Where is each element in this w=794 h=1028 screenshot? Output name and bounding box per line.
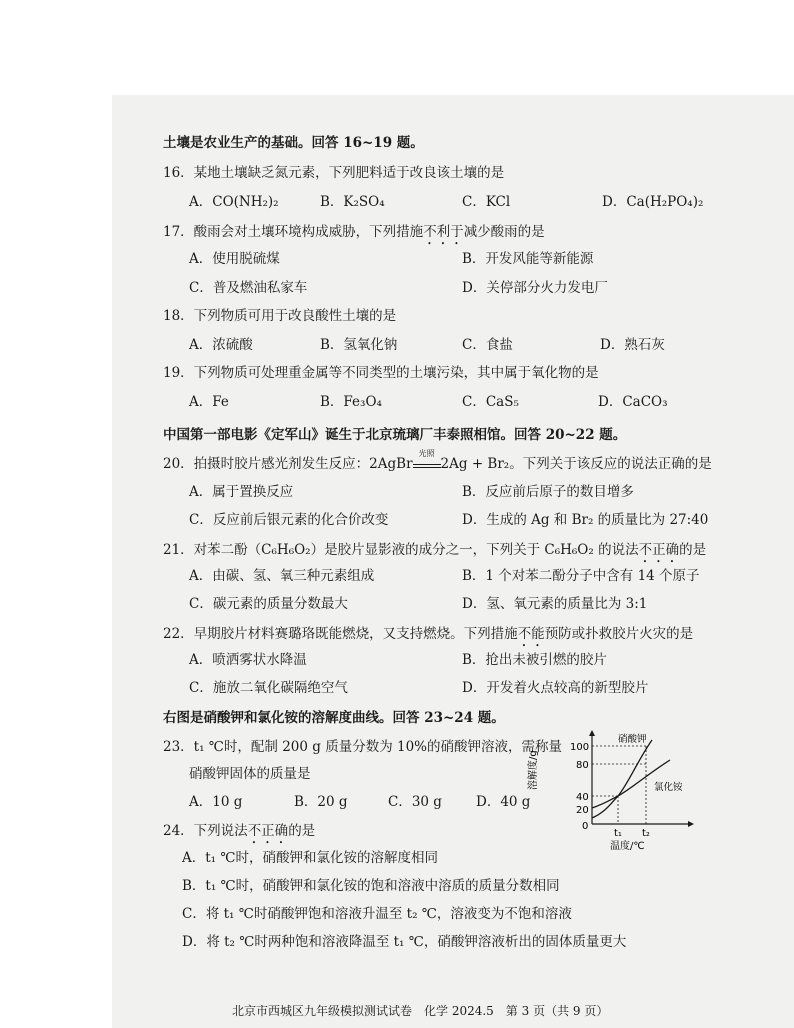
q20-option-a: A．属于置换反应 <box>189 484 294 500</box>
q20-option-c: C．反应前后银元素的化合价改变 <box>189 512 389 528</box>
q19-option-b: B．Fe₃O₄ <box>320 394 382 410</box>
q21-option-c: C．碳元素的质量分数最大 <box>189 596 348 612</box>
question-16-stem: 16．某地土壤缺乏氮元素，下列肥料适于改良该土壤的是 <box>163 165 505 181</box>
q23-option-b: B．20 g <box>294 794 348 810</box>
q21-option-d: D．氢、氧元素的质量比为 3:1 <box>462 596 648 612</box>
q17-option-a: A．使用脱硫煤 <box>189 251 280 267</box>
q16-option-b: B．K₂SO₄ <box>320 194 385 210</box>
question-17-stem <box>163 224 545 248</box>
q20-stem-pre: 20．拍摄时胶片感光剂发生反应：2AgBr <box>163 456 413 472</box>
q23-option-a: A．10 g <box>189 794 243 810</box>
graph-y-arrow <box>589 730 595 736</box>
q18-option-c: C．食盐 <box>462 337 513 353</box>
q24-option-c: C．将 t₁ ℃时硝酸钾饱和溶液升温至 t₂ ℃，溶液变为不饱和溶液 <box>182 906 572 922</box>
q24-stem-emphasis: 不正确 <box>247 823 289 839</box>
q21-stem-post: 的是 <box>679 542 707 558</box>
q24-option-b: B．t₁ ℃时，硝酸钾和氯化铵的饱和溶液中溶质的质量分数相同 <box>182 878 560 894</box>
question-19-stem: 19．下列物质可处理重金属等不同类型的土壤污染，其中属于氧化物的是 <box>163 365 599 381</box>
graph-xtick-t1: t₁ <box>614 828 622 839</box>
q22-option-a: A．喷洒雾状水降温 <box>189 652 307 668</box>
q17-stem-emphasis: 不利于 <box>423 224 464 240</box>
question-21-stem <box>163 542 706 566</box>
q17-stem-post: 减少酸雨的是 <box>463 224 545 240</box>
question-23-stem-line1: 23．t₁ ℃时，配制 200 g 质量分数为 10%的硝酸钾溶液，需称量 <box>163 739 562 755</box>
q22-stem-pre: 22．早期胶片材料赛璐珞既能燃烧，又支持燃烧。下列措施 <box>163 626 518 642</box>
page-footer: 北京市西城区九年级模拟测试试卷 化学 2024.5 第 3 页（共 9 页） <box>232 1004 609 1018</box>
q22-stem-emphasis: 不能 <box>517 626 545 642</box>
graph-label-nh4cl: 氯化铵 <box>654 782 683 793</box>
graph-xtick-t2: t₂ <box>642 828 650 839</box>
question-22-stem <box>163 626 693 650</box>
graph-ytick-40: 40 <box>576 792 589 803</box>
q20-option-b: B．反应前后原子的数目增多 <box>462 484 634 500</box>
graph-ytick-0: 0 <box>582 821 589 832</box>
q19-option-c: C．CaS₅ <box>462 394 519 410</box>
graph-ytick-80: 80 <box>576 760 589 771</box>
q20-stem-post: 2Ag + Br₂。下列关于该反应的说法正确的是 <box>440 456 712 472</box>
q22-option-b: B．抢出未被引燃的胶片 <box>462 652 607 668</box>
q17-stem-pre: 17．酸雨会对土壤环境构成威胁，下列措施 <box>163 224 424 240</box>
q17-option-c: C．普及燃油私家车 <box>189 280 308 296</box>
q16-option-a: A．CO(NH₂)₂ <box>189 194 279 210</box>
q16-option-c: C．KCl <box>462 194 511 210</box>
q22-option-c: C．施放二氧化碳隔绝空气 <box>189 680 348 696</box>
q23-option-d: D．40 g <box>476 794 531 810</box>
q21-option-b: B．1 个对苯二酚分子中含有 14 个原子 <box>462 568 700 584</box>
graph-ylabel: 溶解度/g <box>528 750 539 790</box>
graph-xlabel: 温度/℃ <box>610 841 645 852</box>
q22-option-d: D．开发着火点较高的新型胶片 <box>462 680 649 696</box>
q19-option-d: D．CaCO₃ <box>598 394 668 410</box>
solubility-graph <box>528 728 698 854</box>
q17-option-d: D．关停部分火力发电厂 <box>462 280 608 296</box>
q24-option-d: D．将 t₂ ℃时两种饱和溶液降温至 t₁ ℃，硝酸钾溶液析出的固体质量更大 <box>182 934 627 950</box>
graph-label-kno3: 硝酸钾 <box>618 734 647 745</box>
question-18-stem: 18．下列物质可用于改良酸性土壤的是 <box>163 308 397 324</box>
reaction-condition: 光照 <box>418 449 435 458</box>
q18-option-b: B．氢氧化钠 <box>320 337 398 353</box>
section-intro-solubility: 右图是硝酸钾和氯化铵的溶解度曲线。回答 23~24 题。 <box>163 710 505 726</box>
q16-option-d: D．Ca(H₂PO₄)₂ <box>602 194 704 210</box>
graph-ytick-20: 20 <box>576 805 589 816</box>
question-24-stem <box>163 823 315 847</box>
q18-option-d: D．熟石灰 <box>600 337 665 353</box>
graph-x-arrow <box>688 821 694 827</box>
q21-option-a: A．由碳、氢、氧三种元素组成 <box>189 568 375 584</box>
question-23-stem-line2: 硝酸钾固体的质量是 <box>189 766 311 782</box>
q24-stem-post: 的是 <box>288 823 316 839</box>
q24-option-a: A．t₁ ℃时，硝酸钾和氯化铵的溶解度相同 <box>182 850 438 866</box>
q24-stem-pre: 24．下列说法 <box>163 823 248 839</box>
graph-ytick-100: 100 <box>570 742 590 753</box>
section-intro-soil: 土壤是农业生产的基础。回答 16~19 题。 <box>163 135 424 151</box>
reaction-arrow <box>413 449 441 468</box>
q23-option-c: C．30 g <box>388 794 442 810</box>
q19-option-a: A．Fe <box>189 394 229 410</box>
q20-option-d: D．生成的 Ag 和 Br₂ 的质量比为 27:40 <box>462 512 709 528</box>
q21-stem-pre: 21．对苯二酚（C₆H₆O₂）是胶片显影液的成分之一，下列关于 C₆H₆O₂ 的说法 <box>163 542 639 558</box>
q22-stem-post: 预防或扑救胶片火灾的是 <box>544 626 694 642</box>
q17-option-b: B．开发风能等新能源 <box>462 251 594 267</box>
section-intro-film: 中国第一部电影《定军山》诞生于北京琉璃厂丰泰照相馆。回答 20~22 题。 <box>163 427 627 443</box>
q21-stem-emphasis: 不正确 <box>638 542 680 558</box>
question-20-stem <box>163 449 712 472</box>
q18-option-a: A．浓硫酸 <box>189 337 253 353</box>
